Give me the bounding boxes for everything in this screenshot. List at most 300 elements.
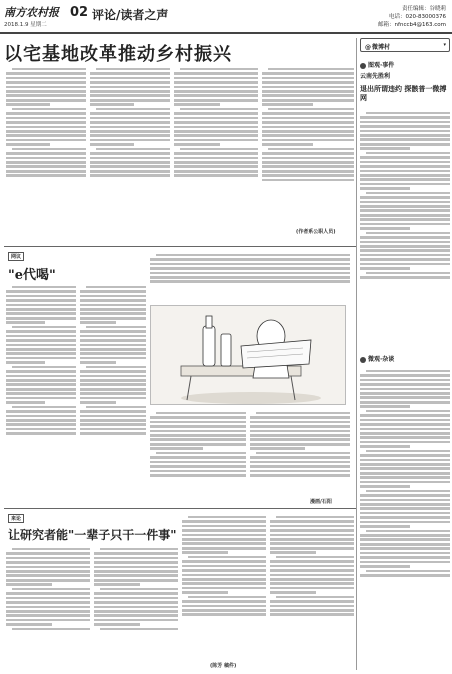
text-line [180,108,258,111]
text-line [262,139,354,142]
text-line [270,529,354,532]
editor-contact [378,5,446,29]
at-icon: @ [365,44,371,51]
bottom-article-column-1 [6,546,90,670]
page-number: 02 [70,5,89,20]
text-line [90,81,170,84]
text-line [268,108,354,111]
text-line [360,121,450,124]
text-line [360,467,450,470]
text-line [96,108,170,111]
text-line [6,388,76,391]
bullet-icon [360,357,366,363]
text-line [250,474,350,477]
text-line [182,560,266,563]
text-line [250,438,350,441]
text-line [360,561,450,564]
text-line [270,609,354,612]
text-line [6,330,76,333]
text-line [6,583,52,586]
text-line [174,170,258,173]
text-line [174,130,258,133]
text-line [268,68,354,71]
text-line [6,361,45,364]
text-line [360,507,450,510]
text-line [174,117,258,120]
text-line [6,174,86,177]
newspaper-logo: 南方农村报 [4,6,59,19]
text-line [360,476,450,479]
text-line [6,295,76,298]
text-line [6,557,90,560]
text-line [182,547,266,550]
text-line [94,592,178,595]
text-line [80,308,146,311]
text-line [262,134,354,137]
text-line [12,68,86,71]
text-line [174,161,258,164]
text-line [6,357,76,360]
text-line [360,494,450,497]
text-line [156,254,350,257]
cartoon-column-3 [150,252,350,302]
bottom-article-column-3 [182,514,266,660]
email-line: 邮箱：nfnccb4@163.com [378,22,446,28]
text-line [150,470,246,473]
text-line [94,583,140,586]
text-line [360,147,410,150]
text-line [80,428,146,431]
text-line [6,317,76,320]
text-line [6,344,76,347]
text-line [6,321,45,324]
text-line [6,623,52,626]
text-line [366,570,450,573]
text-line [360,547,450,550]
text-line [188,516,266,519]
text-line [262,90,354,93]
text-line [156,452,246,455]
text-line [270,600,354,603]
text-line [150,430,246,433]
text-line [150,447,203,450]
text-line [80,392,146,395]
text-line [174,99,258,102]
text-line [360,178,450,181]
text-line [360,499,450,502]
text-line [262,81,354,84]
text-line [270,551,316,554]
text-line [94,601,178,604]
text-line [366,410,450,413]
body-text-lines [90,68,170,177]
text-line [174,143,220,146]
text-line [12,286,76,289]
text-line [262,77,354,80]
text-line [182,587,266,590]
text-line [262,117,354,120]
text-line [182,542,266,545]
text-line [90,170,170,173]
issue-date: 2018.1.9 星期二 [4,22,47,28]
bottom-article-kicker: 来论 [8,514,24,523]
text-line [366,272,450,275]
text-line [94,579,178,582]
body-text-lines [80,286,146,435]
text-line [360,481,450,484]
text-line [150,425,246,428]
text-line [6,370,76,373]
text-line [360,552,450,555]
text-line [6,415,76,418]
text-line [6,401,45,404]
text-line [90,161,170,164]
text-line [360,454,450,457]
sidebar-column-title [360,60,394,69]
text-line [150,416,246,419]
text-line [270,547,354,550]
text-line [270,591,316,594]
text-line [100,628,178,631]
text-line [360,485,410,488]
text-line [6,90,86,93]
text-line [6,397,76,400]
text-line [270,525,354,528]
body-text-lines [94,548,178,630]
text-line [180,148,258,151]
text-line [150,276,350,279]
text-line [6,304,76,307]
text-line [150,263,350,266]
text-line [360,209,450,212]
text-line [250,430,350,433]
text-line [80,312,146,315]
body-text-lines [360,112,450,279]
text-line [182,609,266,612]
cartoon-kicker: 网议 [8,252,24,261]
text-line [12,588,90,591]
text-line [90,174,170,177]
text-line [174,126,258,129]
text-line [270,534,354,537]
text-line [6,117,86,120]
text-line [6,152,86,155]
text-line [360,183,450,186]
phone-line: 电话：020-83000376 [389,14,446,20]
text-line [96,68,170,71]
text-line [6,165,86,168]
text-line [360,249,450,252]
text-line [262,103,313,106]
text-line [80,415,146,418]
text-line [6,86,86,89]
text-line [6,379,76,382]
text-line [100,548,178,551]
text-line [96,148,170,151]
text-line [6,170,86,173]
text-line [6,335,76,338]
editor-line: 责任编辑：谷晓莉 [401,6,446,12]
chevron-down-icon: ▾ [443,42,446,48]
text-line [262,143,313,146]
text-line [360,543,450,546]
text-line [262,161,354,164]
text-line [182,529,266,532]
text-line [250,421,350,424]
text-line [182,578,266,581]
text-line [150,456,246,459]
text-line [360,401,450,404]
text-line [360,525,410,528]
bottom-article-headline: 让研究者能"一辈子只干一件事" [8,528,177,542]
text-line [12,406,76,409]
text-line [262,126,354,129]
body-text-lines [182,516,266,616]
text-line [360,258,450,261]
text-line [86,326,146,329]
text-line [100,588,178,591]
text-line [6,94,86,97]
text-line [270,574,354,577]
text-line [360,267,410,270]
text-line [174,157,258,160]
body-text-lines [6,68,86,177]
text-line [360,125,450,128]
text-line [6,561,90,564]
text-line [90,112,170,115]
text-line [360,254,450,257]
text-line [174,152,258,155]
text-line [360,445,410,448]
text-line [360,245,450,248]
text-line [80,317,146,320]
text-line [360,396,450,399]
text-line [360,574,450,577]
bottom-article-column-4 [270,514,354,660]
text-line [174,86,258,89]
text-line [174,90,258,93]
text-line [360,392,450,395]
cartoon-title: "e代喝" [8,268,56,283]
text-line [270,538,354,541]
text-line [6,77,86,80]
text-line [270,587,354,590]
text-line [6,423,76,426]
text-line [80,375,146,378]
text-line [262,152,354,155]
text-line [360,214,450,217]
main-headline: 以宅基地改革推动乡村振兴 [4,44,232,65]
text-line [90,139,170,142]
text-line [262,179,354,182]
text-line [182,520,266,523]
text-line [12,628,90,631]
text-line [6,570,90,573]
text-line [276,556,354,559]
bullet-icon [360,63,366,69]
text-line [174,174,258,177]
text-line [360,405,410,408]
weibo-banner [360,38,450,52]
text-line [90,126,170,129]
text-line [360,534,450,537]
page-header [0,0,452,34]
text-line [80,352,146,355]
text-line [90,72,170,75]
text-line [6,597,90,600]
text-line [262,86,354,89]
body-text-lines [360,370,450,577]
text-line [80,419,146,422]
text-line [360,472,450,475]
text-line [174,81,258,84]
sidebar-headline: 退出所谓违约 探骸普一微搏网 [360,84,447,102]
text-line [6,392,76,395]
cartoon-column-1 [6,284,76,504]
text-line [270,542,354,545]
text-line [80,304,146,307]
text-line [366,232,450,235]
text-line [6,121,86,124]
text-line [86,286,146,289]
text-line [366,370,450,373]
text-line [262,174,354,177]
text-line [188,556,266,559]
text-line [174,139,258,142]
text-line [90,143,134,146]
sidebar-text-2 [360,368,450,668]
text-line [270,560,354,563]
text-line [12,148,86,151]
text-line [366,192,450,195]
text-line [250,456,350,459]
text-line [256,452,350,455]
text-line [80,348,146,351]
text-line [6,103,50,106]
text-line [174,112,258,115]
text-line [174,121,258,124]
text-line [6,157,86,160]
body-text-lines [150,412,246,477]
text-line [360,419,450,422]
text-line [366,112,450,115]
text-line [6,601,90,604]
text-line [6,610,90,613]
text-line [360,241,450,244]
text-line [360,130,450,133]
text-line [360,459,450,462]
text-line [182,525,266,528]
text-line [94,552,178,555]
text-line [150,465,246,468]
text-line [270,578,354,581]
text-line [94,623,140,626]
body-text-lines [262,68,354,182]
text-line [90,99,170,102]
body-text-lines [250,412,350,477]
bottom-article-byline: (陈芳 稿件) [210,663,237,669]
text-line [182,591,228,594]
text-line [80,432,146,435]
text-line [6,99,86,102]
text-line [360,174,450,177]
text-line [94,570,178,573]
text-line [360,516,450,519]
text-line [250,416,350,419]
text-line [174,134,258,137]
text-line [6,299,76,302]
text-line [90,157,170,160]
text-line [6,375,76,378]
text-line [94,614,178,617]
text-line [90,86,170,89]
text-line [360,414,450,417]
text-line [360,423,450,426]
text-line [250,461,350,464]
text-line [270,565,354,568]
text-line [150,267,350,270]
text-line [80,379,146,382]
text-line [6,143,50,146]
text-line [12,108,86,111]
text-line [174,103,220,106]
text-line [360,388,450,391]
text-line [6,566,90,569]
text-line [6,606,90,609]
text-line [360,463,450,466]
text-line [360,227,410,230]
text-line [6,81,86,84]
text-line [12,366,76,369]
text-line [6,579,90,582]
text-line [360,134,450,137]
text-line [94,566,178,569]
text-line [90,117,170,120]
text-line [360,441,450,444]
text-line [262,112,354,115]
text-line [6,126,86,129]
text-line [90,94,170,97]
text-line [360,116,450,119]
text-line [94,597,178,600]
text-line [6,619,90,622]
body-text-lines [150,254,350,283]
text-line [90,152,170,155]
text-line [80,388,146,391]
text-line [90,103,134,106]
text-line [80,335,146,338]
body-text-lines [270,516,354,616]
body-text-lines [174,68,258,177]
text-line [360,218,450,221]
text-line [6,130,86,133]
text-line [80,321,116,324]
text-line [150,272,350,275]
text-line [150,443,246,446]
text-line [174,77,258,80]
text-line [262,72,354,75]
cartoon-column-2 [80,284,146,504]
text-line [174,165,258,168]
text-line [360,138,450,141]
text-line [262,170,354,173]
text-line [360,276,450,279]
sidebar-divider [356,38,357,670]
text-line [80,401,116,404]
text-line [276,516,354,519]
text-line [360,143,450,146]
text-line [360,428,450,431]
